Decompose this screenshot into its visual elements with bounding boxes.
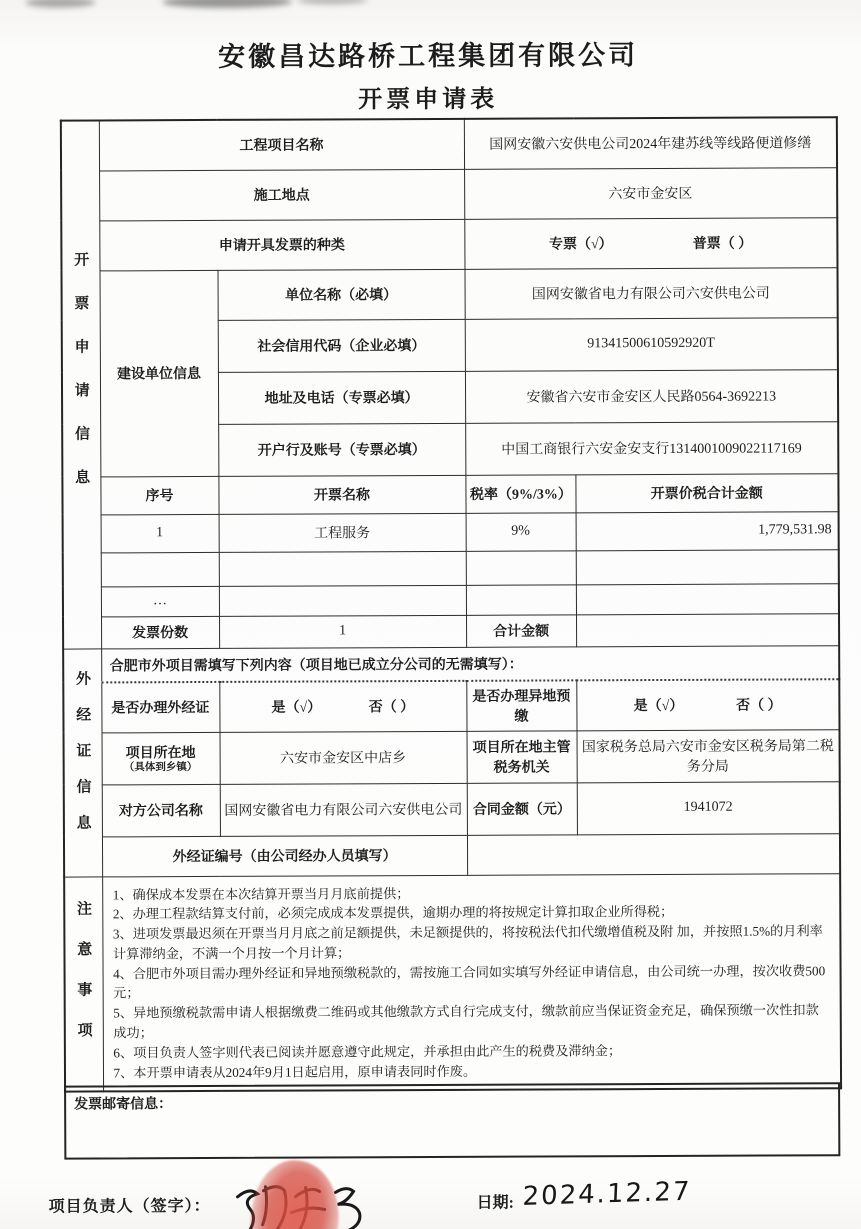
item-rate xyxy=(466,584,576,614)
bank-account-value: 中国工商银行六安金安支行1314001009022117169 xyxy=(465,421,838,475)
section-label-waijing xyxy=(63,648,102,876)
item-row-ellipsis xyxy=(63,583,839,616)
location-label: 项目所在地 xyxy=(125,746,196,762)
bank-account-label: 开户行及账号（专票必填） xyxy=(218,423,465,476)
credit-code-label: 社会信用代码（企业必填） xyxy=(218,319,465,372)
permit-options xyxy=(219,681,466,732)
location-label-cell xyxy=(102,732,220,785)
invoice-type-options xyxy=(464,217,837,269)
prepay-label: 是否办理异地预缴 xyxy=(466,680,576,730)
item-name: 工程服务 xyxy=(219,513,466,552)
items-header-no: 序号 xyxy=(100,476,218,515)
item-no: … xyxy=(101,586,219,617)
items-header-name: 开票名称 xyxy=(218,475,465,514)
contract-amount-label: 合同金额（元） xyxy=(467,782,577,834)
notes-list xyxy=(102,873,841,1092)
item-name xyxy=(219,551,466,586)
invoice-type-general: 普票（ ） xyxy=(692,236,753,252)
handwritten-date: 2024.12.27 xyxy=(521,1176,692,1212)
note-item: 3、进项发票最迟须在开票当月月底之前足额提供，未足额提供的，将按税法代扣代缴增值税及附 加，并按照1.5%的月利率计算滞纳金，不满一个月按一个月计算； xyxy=(112,923,823,962)
address-phone-value: 安徽省六安市金安区人民路0564-3692213 xyxy=(465,369,838,423)
location-sublabel: （具体到乡镇） xyxy=(123,762,198,774)
credit-code-value: 91341500610592920T xyxy=(465,317,838,371)
note-item: 5、异地预缴税款需申请人根据缴费二维码或其他缴款方式自行完成支付，缴款前应当保证资金充足，确保预缴一次性扣款成功； xyxy=(113,1002,819,1041)
prepay-no: 否（ ） xyxy=(736,698,782,714)
document-title-block xyxy=(0,32,859,116)
notes-vertical-label: 注意事项 xyxy=(74,900,92,1063)
total-label: 合计金额 xyxy=(466,614,576,646)
note-item: 1、确保成本发票在本次结算开票当月月底前提供； xyxy=(112,885,410,902)
item-rate xyxy=(466,550,576,584)
item-name xyxy=(219,585,466,616)
site-label: 施工地点 xyxy=(99,169,464,221)
date-label: 日期: xyxy=(476,1194,514,1212)
counterparty-value: 国网安徽省电力有限公司六安供电公司 xyxy=(220,783,467,836)
unit-name-value: 国网安徽省电力有限公司六安供电公司 xyxy=(464,267,837,319)
mail-info-box xyxy=(64,1082,840,1159)
permit-yes: 是（√） xyxy=(271,700,322,716)
form-title: 开票申请表 xyxy=(358,86,499,114)
section-label-apply-info xyxy=(61,120,101,648)
invoice-type-label: 申请开具发票的种类 xyxy=(99,219,464,271)
red-fingerprint-stamp xyxy=(243,1155,346,1229)
permit-label: 是否办理外经证 xyxy=(101,682,219,733)
prepay-yes: 是（√） xyxy=(633,699,684,715)
project-name-label: 工程项目名称 xyxy=(99,119,464,171)
item-amount xyxy=(576,549,839,584)
tax-office-value: 国家税务总局六安市金安区税务局第二税务分局 xyxy=(577,729,840,782)
item-amount xyxy=(576,583,839,614)
item-rate: 9% xyxy=(466,512,576,550)
project-name-value: 国网安徽六安供电公司2024年建苏线等线路便道修缮 xyxy=(464,117,837,169)
signer-label: 项目负责人（签字）： xyxy=(48,1197,211,1216)
permit-no-value xyxy=(467,833,840,875)
permit-no: 否（ ） xyxy=(368,700,415,716)
item-amount: 1,779,531.98 xyxy=(576,511,839,550)
signature-footer xyxy=(2,1166,861,1229)
item-no: 1 xyxy=(101,514,219,553)
item-row-1 xyxy=(63,511,839,552)
waijing-header-note: 合肥市外项目需填写下列内容（项目地已成立分公司的无需填写）： xyxy=(101,645,839,682)
permit-no-label: 外经证编号（由公司经办人员填写） xyxy=(102,835,467,877)
item-no xyxy=(101,552,219,587)
unit-name-label: 单位名称（必填） xyxy=(217,269,464,320)
scan-smudge xyxy=(162,0,292,8)
apply-info-vertical-label: 开票申请信息 xyxy=(72,251,90,513)
items-header-rate: 税率（9%/3%） xyxy=(465,474,575,512)
note-item: 2、办理工程款结算支付前，必须完成成本发票提供，逾期办理的将按规定计算扣取企业所得税； xyxy=(112,904,674,922)
copies-label: 发票份数 xyxy=(101,616,219,649)
copies-value: 1 xyxy=(219,615,466,648)
invoice-type-special: 专票（√） xyxy=(548,237,613,253)
address-phone-label: 地址及电话（专票必填） xyxy=(218,371,465,424)
tax-office-label: 项目所在地主管税务机关 xyxy=(467,730,577,782)
note-item: 4、合肥市外项目需办理外经证和异地预缴税款的，需按施工合同如实填写外经证申请信息，由公司统一办理，按次收费500元； xyxy=(113,962,826,1001)
note-item: 6、项目负责人签字则代表已阅读并愿意遵守此规定，并承担由此产生的税费及滞纳金； xyxy=(113,1043,622,1061)
prepay-options xyxy=(576,679,839,730)
section-label-notes xyxy=(64,876,103,1092)
scan-smudge xyxy=(25,0,95,8)
site-value: 六安市金安区 xyxy=(464,167,837,219)
note-item: 7、本开票申请表从2024年9月1日起启用，原申请表同时作废。 xyxy=(113,1063,477,1081)
company-title: 安徽昌达路桥工程集团有限公司 xyxy=(217,40,639,72)
location-value: 六安市金安区中店乡 xyxy=(220,731,467,784)
builder-group-label: 建设单位信息 xyxy=(99,270,218,477)
counterparty-label: 对方公司名称 xyxy=(102,784,220,837)
mail-info-label: 发票邮寄信息： xyxy=(74,1097,173,1113)
scan-smudge xyxy=(297,0,367,5)
contract-amount-value: 1941072 xyxy=(577,781,840,834)
items-header-amount: 开票价税合计金额 xyxy=(575,473,838,512)
item-row-2 xyxy=(63,549,839,586)
invoice-application-table xyxy=(60,116,842,1093)
waijing-vertical-label: 外经证信息 xyxy=(73,669,91,851)
total-value xyxy=(576,613,839,646)
